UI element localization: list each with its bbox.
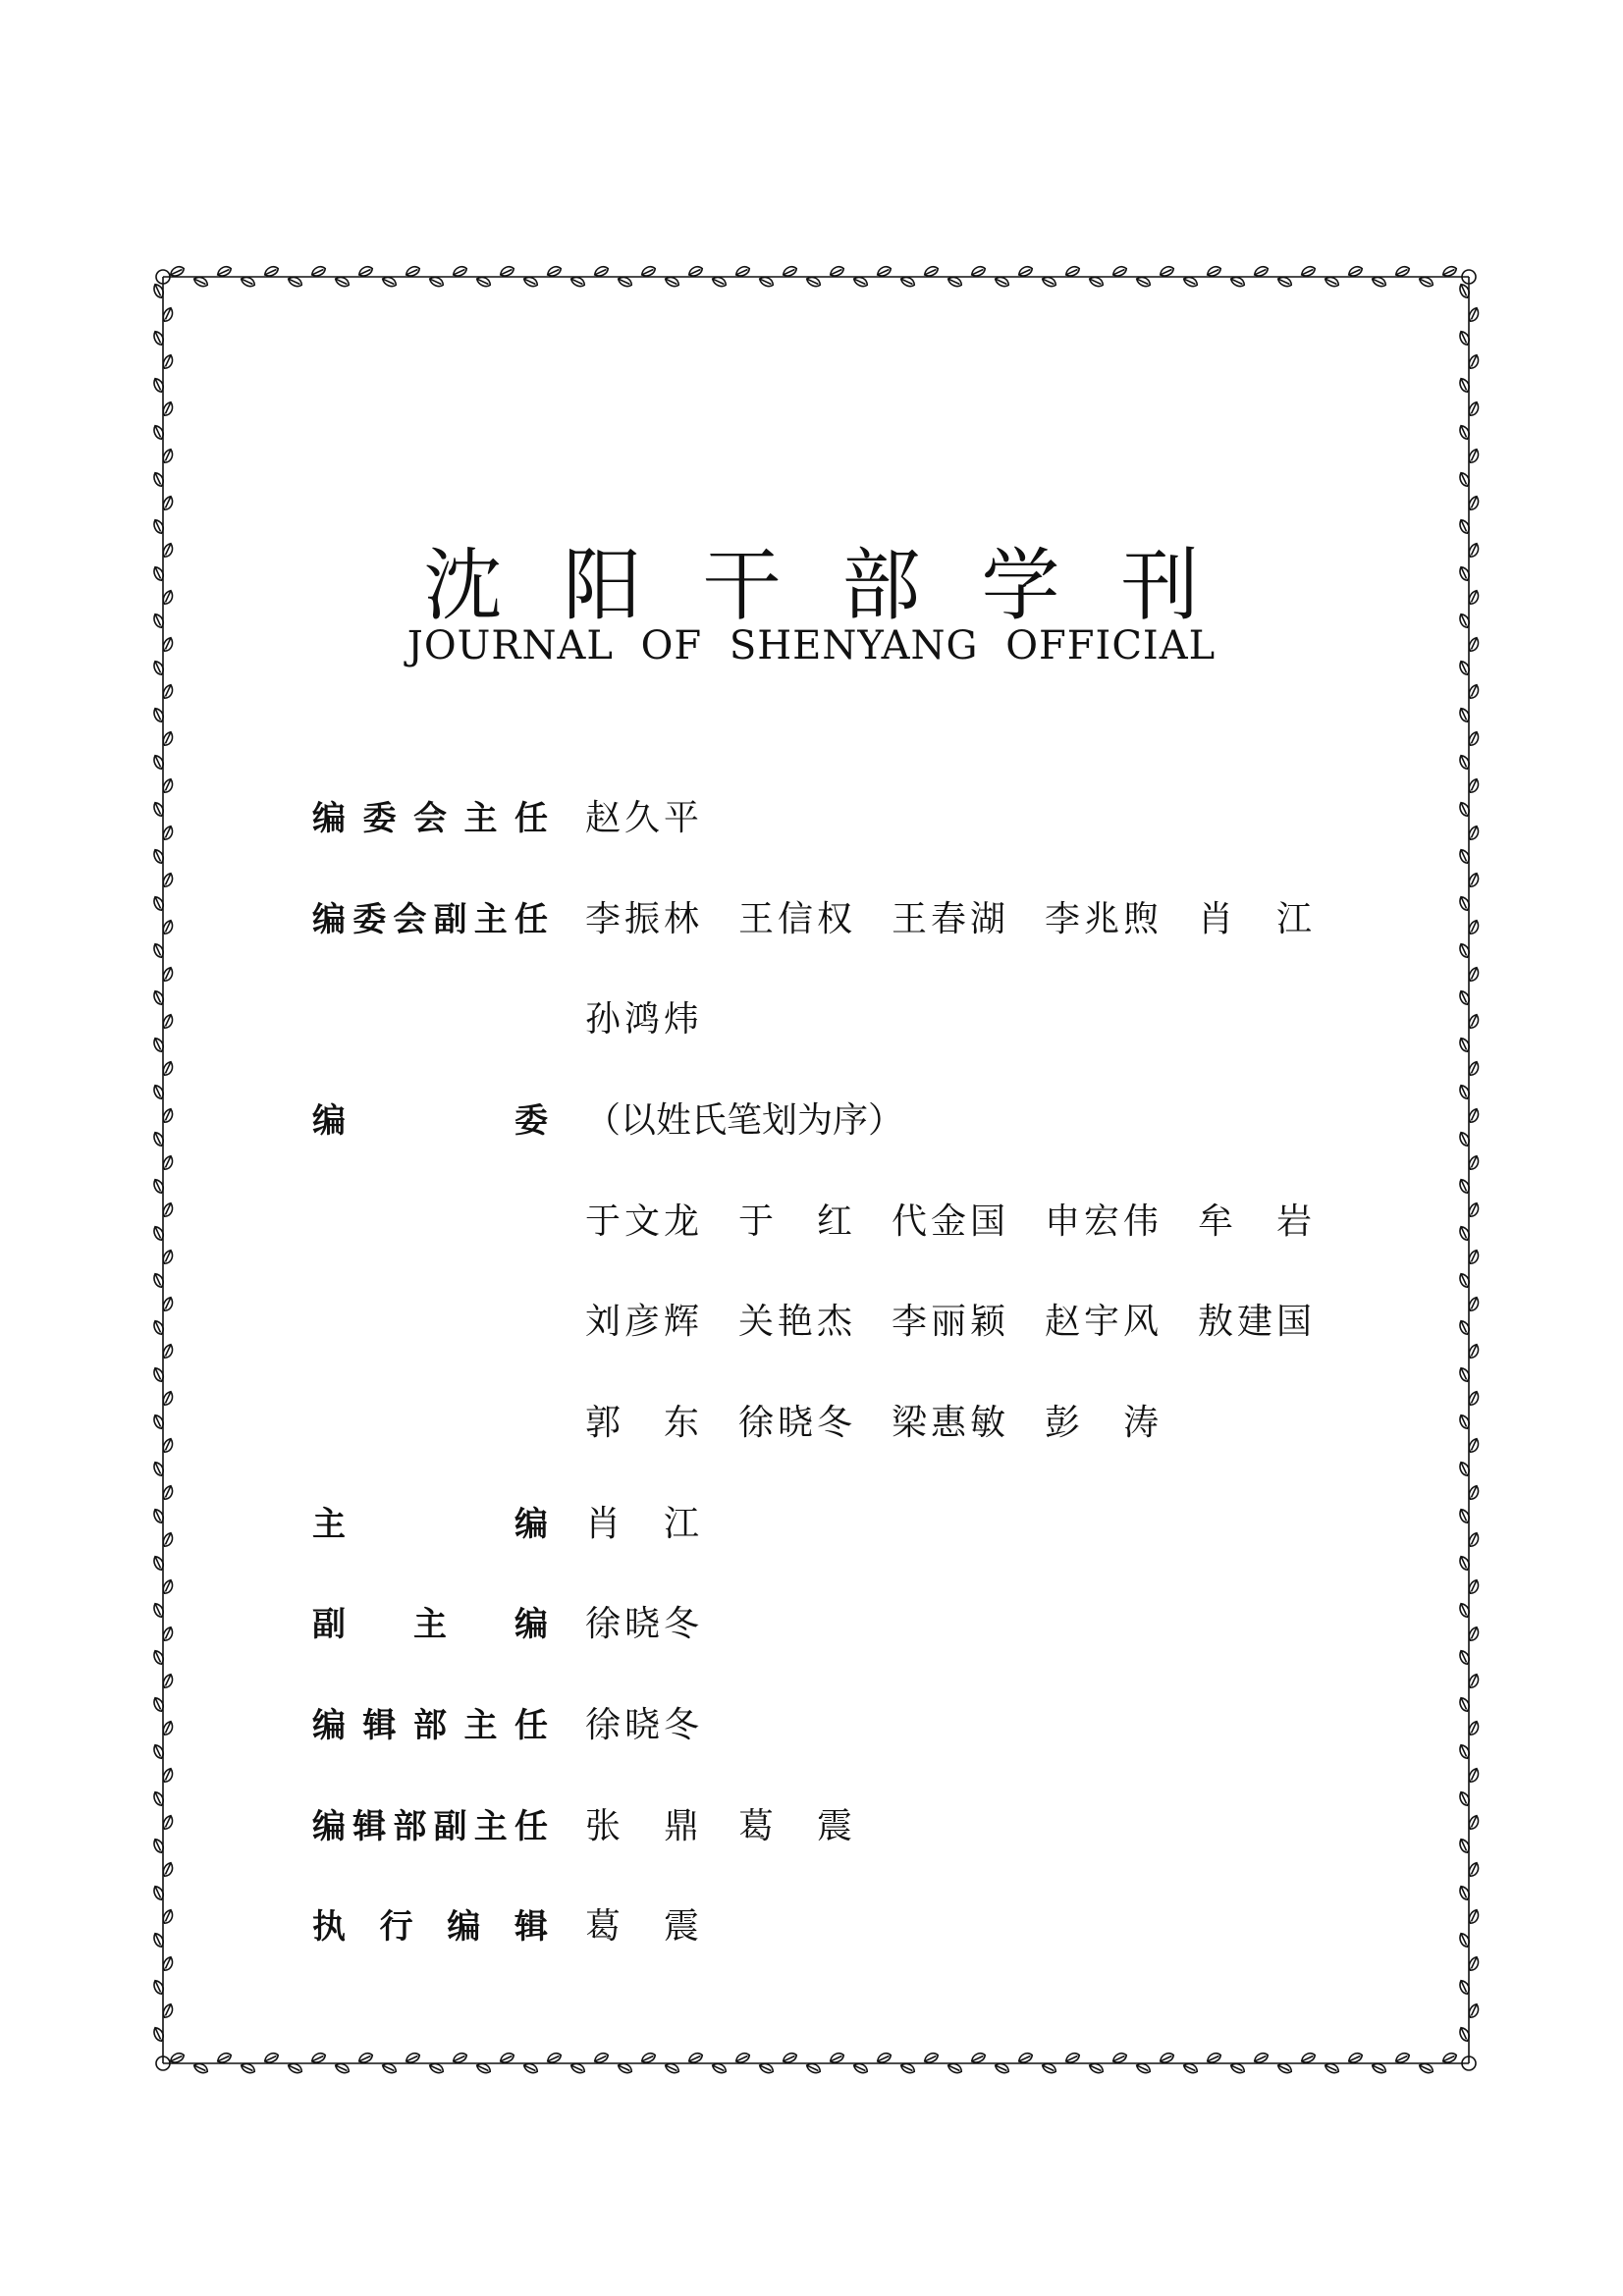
member-name: 徐 晓 冬 — [738, 1402, 852, 1443]
member-names — [585, 886, 1331, 945]
member-names — [585, 1088, 1331, 1147]
member-names — [585, 785, 1331, 844]
member-name: 申 宏 伟 — [1045, 1201, 1159, 1242]
member-names — [585, 1189, 1331, 1248]
role-label — [312, 1289, 548, 1348]
member-name: 李 兆 煦 — [1045, 898, 1159, 939]
role-label: 执 行 编 辑 — [312, 1906, 548, 1947]
member-name: 张 鼎 — [585, 1805, 699, 1846]
member-name: 梁 惠 敏 — [892, 1402, 1005, 1443]
member-name: 徐 晓 冬 — [585, 1603, 699, 1644]
role-label — [312, 1189, 548, 1248]
member-name: 关 艳 杰 — [738, 1301, 852, 1342]
member-names — [585, 1894, 1331, 1952]
role-label: 编 辑 部 副 主 任 — [312, 1806, 548, 1846]
role-label: 编 委 会 主 任 — [312, 798, 548, 838]
member-name: 肖 江 — [1198, 898, 1312, 939]
member-names — [585, 1491, 1331, 1550]
member-name: 牟 岩 — [1198, 1201, 1312, 1242]
member-name: 彭 涛 — [1045, 1402, 1159, 1443]
member-name: 于 红 — [738, 1201, 852, 1242]
member-name: 葛 震 — [738, 1805, 852, 1846]
member-name: 郭 东 — [585, 1402, 699, 1443]
member-name: 葛 震 — [585, 1905, 699, 1947]
member-name: 赵 宇 风 — [1045, 1301, 1159, 1342]
member-name: 孙 鸿 炜 — [585, 998, 699, 1040]
member-name: 王 信 权 — [738, 898, 852, 939]
member-names — [585, 1289, 1331, 1348]
role-label: 编 辑 部 主 任 — [312, 1705, 548, 1745]
member-names — [585, 987, 1331, 1045]
role-label — [312, 1390, 548, 1449]
member-name: 刘 彦 辉 — [585, 1301, 699, 1342]
member-name: 王 春 湖 — [892, 898, 1005, 939]
ordering-note: （以姓氏笔划为序） — [585, 1099, 904, 1141]
member-name: 代 金 国 — [892, 1201, 1005, 1242]
member-name: 肖 江 — [585, 1503, 699, 1544]
member-names — [585, 1793, 1331, 1852]
member-names — [585, 1390, 1331, 1449]
journal-title-en: JOURNAL OF SHENYANG OFFICIAL — [406, 623, 1217, 668]
member-name: 于 文 龙 — [585, 1201, 699, 1242]
member-name: 李 丽 颖 — [892, 1301, 1005, 1342]
journal-title-cn: 沈阳干部学刊 — [423, 539, 1261, 631]
member-name: 李 振 林 — [585, 898, 699, 939]
member-name: 徐 晓 冬 — [585, 1704, 699, 1745]
member-names — [585, 1591, 1331, 1650]
role-label: 编 委 会 副 主 任 — [312, 899, 548, 939]
role-label — [312, 987, 548, 1045]
role-label: 副 主 编 — [312, 1604, 548, 1644]
member-name: 赵 久 平 — [585, 797, 699, 838]
role-label: 主 编 — [312, 1504, 548, 1544]
member-names — [585, 1692, 1331, 1751]
member-name: 敖 建 国 — [1198, 1301, 1312, 1342]
role-label: 编 委 — [312, 1100, 548, 1141]
